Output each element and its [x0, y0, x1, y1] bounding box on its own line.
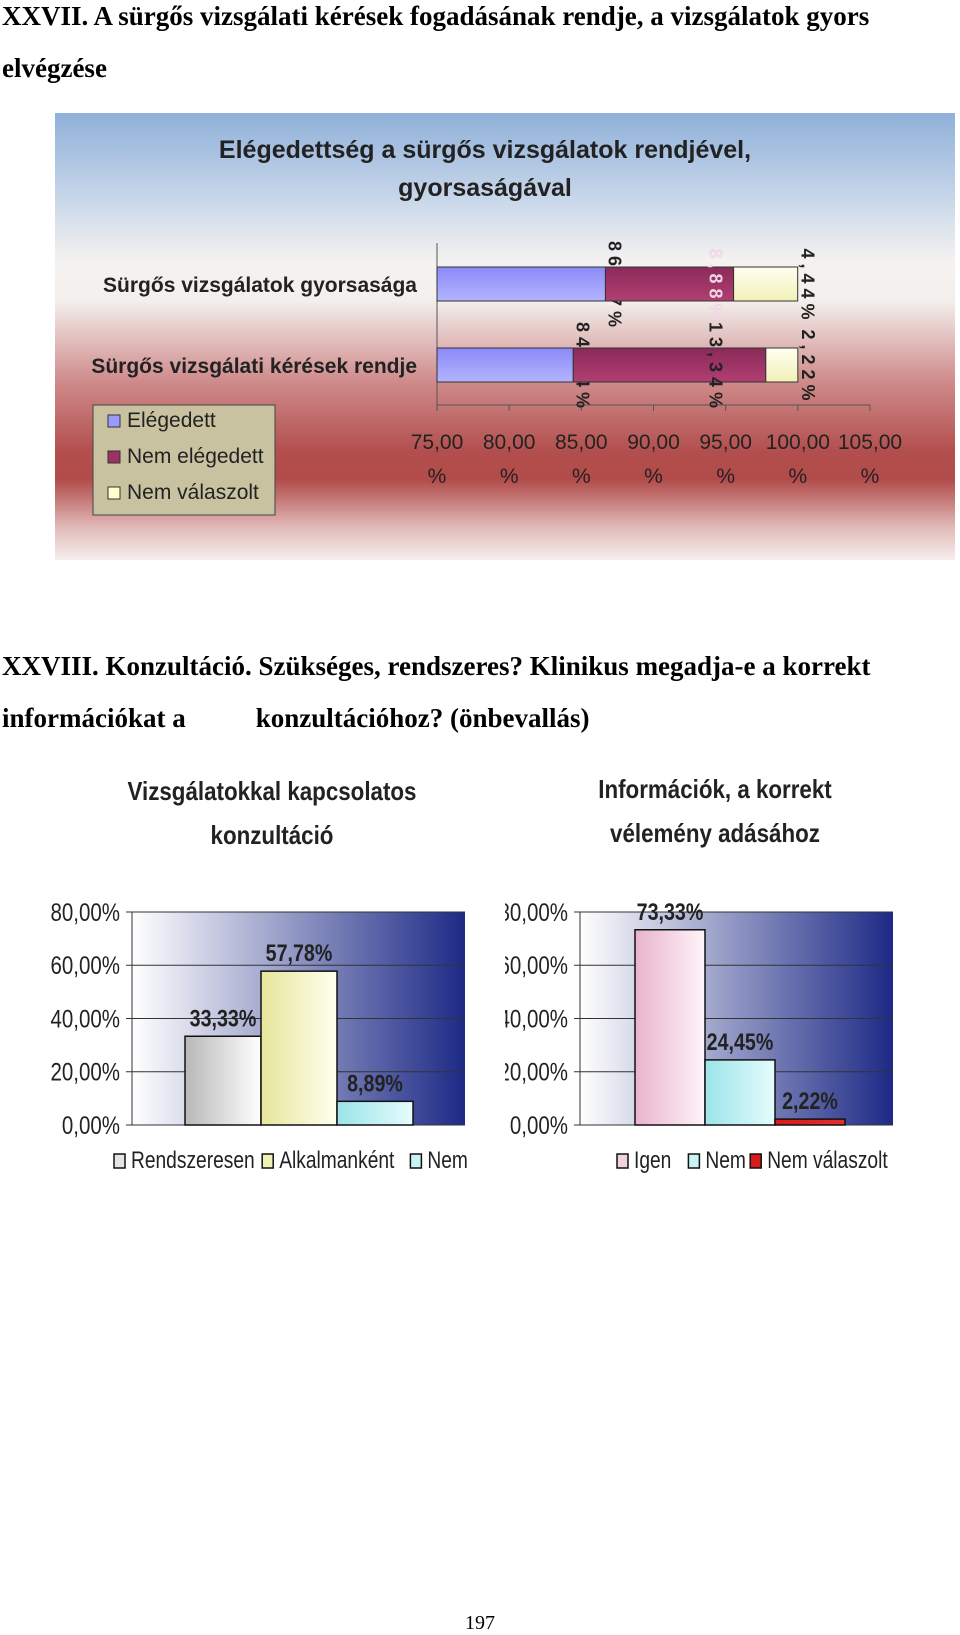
legend-swatch-igen [617, 1154, 628, 1168]
legend-label-nem-valaszolt: Nem válaszolt [127, 481, 259, 504]
chart-title-line-2: konzultáció [210, 821, 334, 851]
legend-swatch-nem [688, 1154, 699, 1168]
data-label-nem-valaszolt-surgos-vizsgalatok-gyorsasaga: 4 , 4 4 % [797, 248, 818, 320]
y-tick-label: 0,00% [61, 1111, 121, 1140]
satisfaction-stacked-bar-chart [55, 113, 955, 560]
heading-part-2: konzultációhoz? (önbevallás) [255, 703, 590, 733]
satisfaction-chart-panel [55, 113, 955, 560]
bar-nem [705, 1060, 775, 1125]
data-label-nem-valaszolt: 2,22% [782, 1087, 838, 1115]
legend-swatch-nem [410, 1154, 421, 1168]
chart-title-line-1: Vizsgálatokkal kapcsolatos [127, 777, 417, 807]
legend-label-nem-valaszolt: Nem válaszolt [767, 1145, 888, 1174]
bar-nem-elegedett-surgos-vizsgalati-keresek-rendje [573, 348, 766, 382]
legend-label-nem: Nem [705, 1145, 746, 1174]
legend-swatch-nem-valaszolt [108, 487, 120, 499]
legend-label-alkalmankent: Alkalmanként [279, 1145, 395, 1174]
section-heading-xxvii: XXVII. A sürgős vizsgálati kérések fogadásának rendje, a vizsgálatok gyors elvégzése [2, 1, 870, 83]
bar-rendszeresen [185, 1036, 261, 1125]
y-tick-label: 80,00% [50, 898, 121, 927]
legend-swatch-alkalmankent [262, 1154, 273, 1168]
bar-elegedett-surgos-vizsgalatok-gyorsasaga [437, 267, 605, 301]
y-tick-label: 40,00% [50, 1004, 121, 1033]
data-label-nem-elegedett-surgos-vizsgalati-keresek-rendje: 1 3 , 3 4 % [705, 321, 726, 409]
x-tick-label-unit: % [860, 465, 880, 488]
data-label-nem-valaszolt-surgos-vizsgalati-keresek-rendje: 2 , 2 2 % [797, 329, 818, 401]
bar-nem-valaszolt-surgos-vizsgalatok-gyorsasaga [734, 267, 798, 301]
x-tick-label-unit: % [788, 465, 808, 488]
y-tick-label: 60,00% [505, 951, 568, 980]
y-tick-label: 40,00% [505, 1004, 568, 1033]
consultation-chart [40, 770, 510, 1245]
x-tick-label: 90,00 [627, 431, 680, 454]
information-chart [505, 770, 955, 1245]
x-tick-label: 100,00 [765, 431, 830, 454]
legend-swatch-rendszeresen [114, 1154, 125, 1168]
chart-title-line-2: vélemény adásához [610, 819, 820, 849]
x-tick-label-unit: % [427, 465, 447, 488]
data-label-alkalmankent: 57,78% [265, 939, 333, 967]
legend-label-rendszeresen: Rendszeresen [131, 1145, 255, 1174]
chart-title-line-1: Információk, a korrekt [598, 775, 832, 805]
category-label-surgos-vizsgalatok-gyorsasaga: Sürgős vizsgálatok gyorsasága [103, 274, 417, 297]
legend [93, 405, 275, 515]
x-tick-label: 85,00 [555, 431, 608, 454]
legend-label-nem-elegedett: Nem elégedett [127, 445, 264, 468]
bar-nem-valaszolt-surgos-vizsgalati-keresek-rendje [766, 348, 798, 382]
data-label-rendszeresen: 33,33% [189, 1004, 257, 1032]
x-tick-label-unit: % [499, 465, 519, 488]
y-tick-label: 60,00% [50, 951, 121, 980]
consultation-bar-chart [40, 770, 510, 1240]
information-bar-chart [505, 770, 955, 1240]
legend-swatch-nem-valaszolt [750, 1154, 761, 1168]
x-tick-label: 75,00 [410, 431, 464, 454]
x-tick-label: 95,00 [699, 431, 752, 454]
legend-label-igen: Igen [634, 1145, 672, 1174]
page-number: 197 [465, 1612, 495, 1634]
bar-igen [635, 930, 705, 1125]
data-label-nem: 8,89% [347, 1069, 403, 1097]
x-tick-label-unit: % [716, 465, 736, 488]
y-tick-label: 20,00% [505, 1057, 568, 1087]
category-label-surgos-vizsgalati-keresek-rendje: Sürgős vizsgálati kérések rendje [91, 355, 417, 378]
x-tick-label-unit: % [644, 465, 663, 488]
y-tick-label: 80,00% [505, 898, 568, 927]
x-tick-label: 105,00 [837, 431, 903, 454]
legend-label-nem: Nem [427, 1145, 468, 1174]
chart-title-line-1: Elégedettség a sürgős vizsgálatok rendjével, [218, 136, 752, 164]
bar-elegedett-surgos-vizsgalati-keresek-rendje [437, 348, 573, 382]
legend-swatch-nem-elegedett [108, 451, 120, 463]
section-heading-xxviii [2, 640, 952, 744]
heading-part-1: XXVIII. Konzultáció. Szükséges, rendszeres? Klinikus megadja-e a korrekt információkat a [2, 651, 871, 733]
data-label-nem-elegedett-surgos-vizsgalatok-gyorsasaga: 8 , 8 8 % [705, 248, 726, 320]
x-tick-label: 80,00 [482, 431, 536, 454]
chart-title-line-2: gyorsaságával [398, 174, 572, 202]
bar-nem [337, 1101, 413, 1125]
x-tick-label-unit: % [571, 465, 591, 488]
bar-alkalmankent [261, 971, 337, 1125]
legend-label-elegedett: Elégedett [127, 409, 216, 432]
y-tick-label: 0,00% [509, 1111, 568, 1140]
legend [617, 1146, 888, 1174]
data-label-nem: 24,45% [706, 1028, 774, 1056]
bar-nem-valaszolt [775, 1119, 845, 1125]
y-tick-label: 20,00% [50, 1057, 121, 1087]
legend-swatch-elegedett [108, 415, 120, 427]
data-label-igen: 73,33% [636, 897, 704, 926]
legend [114, 1146, 468, 1174]
